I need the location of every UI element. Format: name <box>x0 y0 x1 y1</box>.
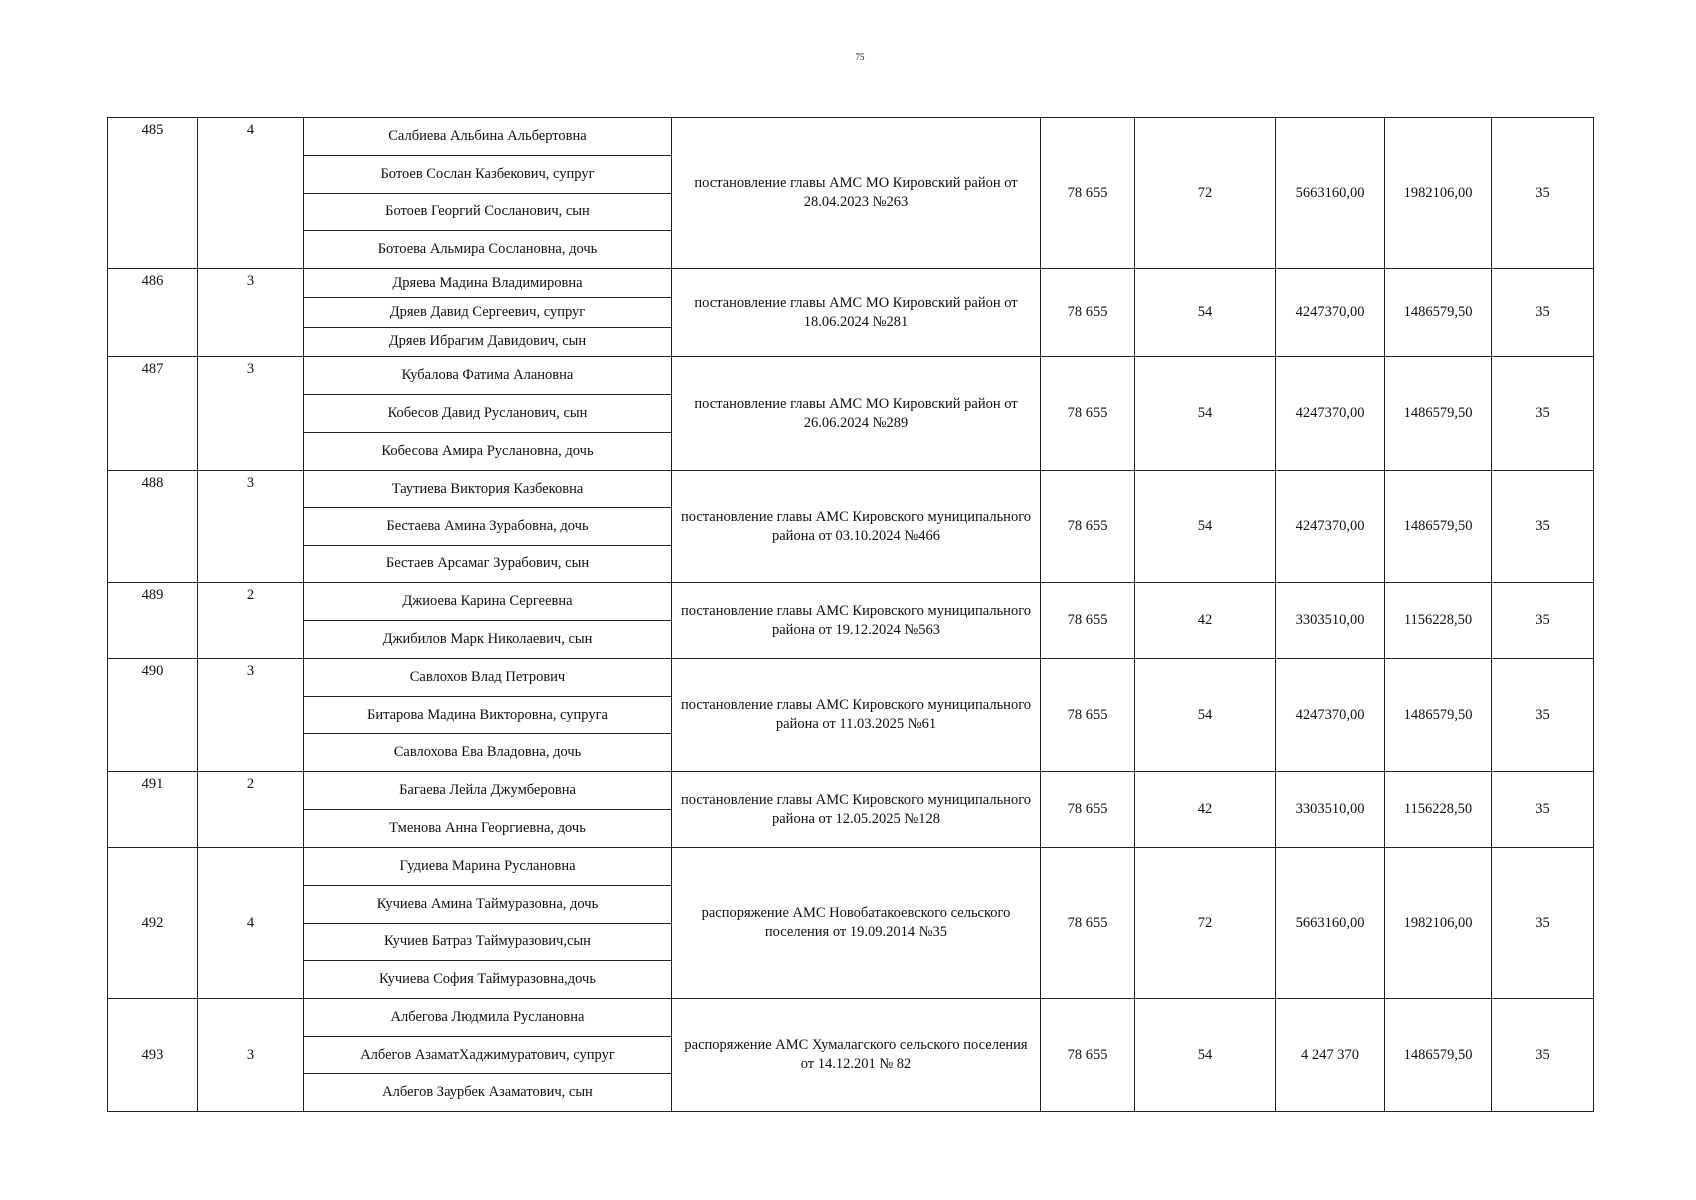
subsidy-amount: 1982106,00 <box>1385 118 1492 269</box>
subsidy-percent: 35 <box>1492 583 1594 659</box>
row-number: 487 <box>108 357 198 471</box>
price-per-sqm: 78 655 <box>1041 583 1135 659</box>
row-number: 493 <box>108 999 198 1112</box>
subsidy-percent: 35 <box>1492 999 1594 1112</box>
subsidy-amount: 1156228,50 <box>1385 772 1492 848</box>
family-member-name: Дряев Ибрагим Давидович, сын <box>388 333 587 350</box>
family-member-name: Савлохов Влад Петрович <box>304 659 671 697</box>
area-norm: 72 <box>1135 118 1276 269</box>
page-number: 75 <box>855 52 865 62</box>
family-members <box>304 772 672 848</box>
family-member-name: Албегова Людмила Руслановна <box>304 999 671 1037</box>
basis-document: постановление главы АМС Кировского муниципального района от 19.12.2024 №563 <box>672 583 1041 659</box>
area-norm: 54 <box>1135 471 1276 583</box>
housing-cost: 5663160,00 <box>1276 848 1385 999</box>
basis-document: постановление главы АМС МО Кировский район от 26.06.2024 №289 <box>672 357 1041 471</box>
family-member-name: Кучиев Батраз Таймуразович,сын <box>304 924 671 962</box>
family-member-name: Ботоев Георгий Сосланович, сын <box>304 194 671 232</box>
area-norm: 54 <box>1135 269 1276 357</box>
area-norm: 72 <box>1135 848 1276 999</box>
table-row <box>108 583 1594 659</box>
family-size: 2 <box>198 583 304 659</box>
basis-document: постановление главы АМС МО Кировский район от 28.04.2023 №263 <box>672 118 1041 269</box>
subsidy-amount: 1486579,50 <box>1385 659 1492 772</box>
table-row <box>108 772 1594 848</box>
basis-document: постановление главы АМС Кировского муниципального района от 03.10.2024 №466 <box>672 471 1041 583</box>
subsidy-percent: 35 <box>1492 848 1594 999</box>
price-per-sqm: 78 655 <box>1041 471 1135 583</box>
family-size: 3 <box>198 659 304 772</box>
row-number: 485 <box>108 118 198 269</box>
price-per-sqm: 78 655 <box>1041 659 1135 772</box>
subsidy-amount: 1486579,50 <box>1385 269 1492 357</box>
area-norm: 54 <box>1135 659 1276 772</box>
price-per-sqm: 78 655 <box>1041 772 1135 848</box>
beneficiaries-table <box>107 117 1594 1112</box>
family-member-name: Джиоева Карина Сергеевна <box>304 583 671 621</box>
basis-document: распоряжение АМС Хумалагского сельского поселения от 14.12.201 № 82 <box>672 999 1041 1112</box>
family-size: 4 <box>198 848 304 999</box>
family-member-name: Бестаева Амина Зурабовна, дочь <box>304 508 671 545</box>
price-per-sqm: 78 655 <box>1041 118 1135 269</box>
family-member-name: Албегов АзаматХаджимуратович, супруг <box>304 1037 671 1075</box>
family-member-name: Кубалова Фатима Алановна <box>304 357 671 395</box>
family-size: 2 <box>198 772 304 848</box>
family-member-name: Кучиева София Таймуразовна,дочь <box>379 971 596 988</box>
subsidy-amount: 1486579,50 <box>1385 357 1492 471</box>
price-per-sqm: 78 655 <box>1041 999 1135 1112</box>
subsidy-percent: 35 <box>1492 471 1594 583</box>
housing-cost: 3303510,00 <box>1276 772 1385 848</box>
family-member-name: Савлохова Ева Владовна, дочь <box>393 744 582 761</box>
housing-cost: 3303510,00 <box>1276 583 1385 659</box>
housing-cost: 4247370,00 <box>1276 357 1385 471</box>
family-member-name: Кобесова Амира Руслановна, дочь <box>381 443 594 459</box>
row-number: 486 <box>108 269 198 357</box>
row-number: 489 <box>108 583 198 659</box>
family-members <box>304 269 672 357</box>
row-number: 492 <box>108 848 198 999</box>
family-member-name: Салбиева Альбина Альбертовна <box>304 118 671 156</box>
subsidy-amount: 1486579,50 <box>1385 471 1492 583</box>
housing-cost: 5663160,00 <box>1276 118 1385 269</box>
table-row <box>108 118 1594 269</box>
table-row <box>108 659 1594 772</box>
family-member-name: Гудиева Марина Руслановна <box>304 848 671 886</box>
family-member-name: Кобесов Давид Русланович, сын <box>304 395 671 433</box>
housing-cost: 4247370,00 <box>1276 659 1385 772</box>
subsidy-percent: 35 <box>1492 357 1594 471</box>
family-member-name: Кучиева Амина Таймуразовна, дочь <box>304 886 671 924</box>
family-size: 3 <box>198 471 304 583</box>
family-members <box>304 357 672 471</box>
housing-cost: 4247370,00 <box>1276 269 1385 357</box>
basis-document: постановление главы АМС МО Кировский район от 18.06.2024 №281 <box>672 269 1041 357</box>
area-norm: 54 <box>1135 357 1276 471</box>
family-members <box>304 471 672 583</box>
row-number: 490 <box>108 659 198 772</box>
area-norm: 54 <box>1135 999 1276 1112</box>
price-per-sqm: 78 655 <box>1041 269 1135 357</box>
family-size: 3 <box>198 999 304 1112</box>
price-per-sqm: 78 655 <box>1041 357 1135 471</box>
family-member-name: Бестаев Арсамаг Зурабович, сын <box>385 555 590 572</box>
family-members <box>304 999 672 1112</box>
subsidy-percent: 35 <box>1492 269 1594 357</box>
family-member-name: Албегов Заурбек Азаматович, сын <box>382 1084 593 1101</box>
basis-document: постановление главы АМС Кировского муниципального района от 12.05.2025 №128 <box>672 772 1041 848</box>
area-norm: 42 <box>1135 583 1276 659</box>
family-member-name: Битарова Мадина Викторовна, супруга <box>304 697 671 735</box>
table-row <box>108 999 1594 1112</box>
family-size: 3 <box>198 269 304 357</box>
subsidy-amount: 1156228,50 <box>1385 583 1492 659</box>
table-row <box>108 357 1594 471</box>
family-size: 3 <box>198 357 304 471</box>
area-norm: 42 <box>1135 772 1276 848</box>
housing-cost: 4 247 370 <box>1276 999 1385 1112</box>
family-member-name: Таутиева Виктория Казбековна <box>304 471 671 508</box>
family-members <box>304 848 672 999</box>
table-row <box>108 848 1594 999</box>
family-size: 4 <box>198 118 304 269</box>
basis-document: распоряжение АМС Новобатакоевского сельского поселения от 19.09.2014 №35 <box>672 848 1041 999</box>
price-per-sqm: 78 655 <box>1041 848 1135 999</box>
subsidy-percent: 35 <box>1492 659 1594 772</box>
subsidy-amount: 1982106,00 <box>1385 848 1492 999</box>
family-members <box>304 118 672 269</box>
housing-cost: 4247370,00 <box>1276 471 1385 583</box>
family-member-name: Багаева Лейла Джумберовна <box>304 772 671 810</box>
family-member-name: Дряев Давид Сергеевич, супруг <box>304 298 671 327</box>
family-member-name: Тменова Анна Георгиевна, дочь <box>389 820 586 836</box>
family-members <box>304 659 672 772</box>
family-members <box>304 583 672 659</box>
subsidy-amount: 1486579,50 <box>1385 999 1492 1112</box>
family-member-name: Ботоева Альмира Сослановна, дочь <box>377 241 598 258</box>
family-member-name: Ботоев Сослан Казбекович, супруг <box>304 156 671 194</box>
table-row <box>108 471 1594 583</box>
basis-document: постановление главы АМС Кировского муниципального района от 11.03.2025 №61 <box>672 659 1041 772</box>
row-number: 491 <box>108 772 198 848</box>
family-member-name: Дряева Мадина Владимировна <box>304 269 671 298</box>
table-row <box>108 269 1594 357</box>
row-number: 488 <box>108 471 198 583</box>
subsidy-percent: 35 <box>1492 772 1594 848</box>
family-member-name: Джибилов Марк Николаевич, сын <box>382 631 593 647</box>
subsidy-percent: 35 <box>1492 118 1594 269</box>
